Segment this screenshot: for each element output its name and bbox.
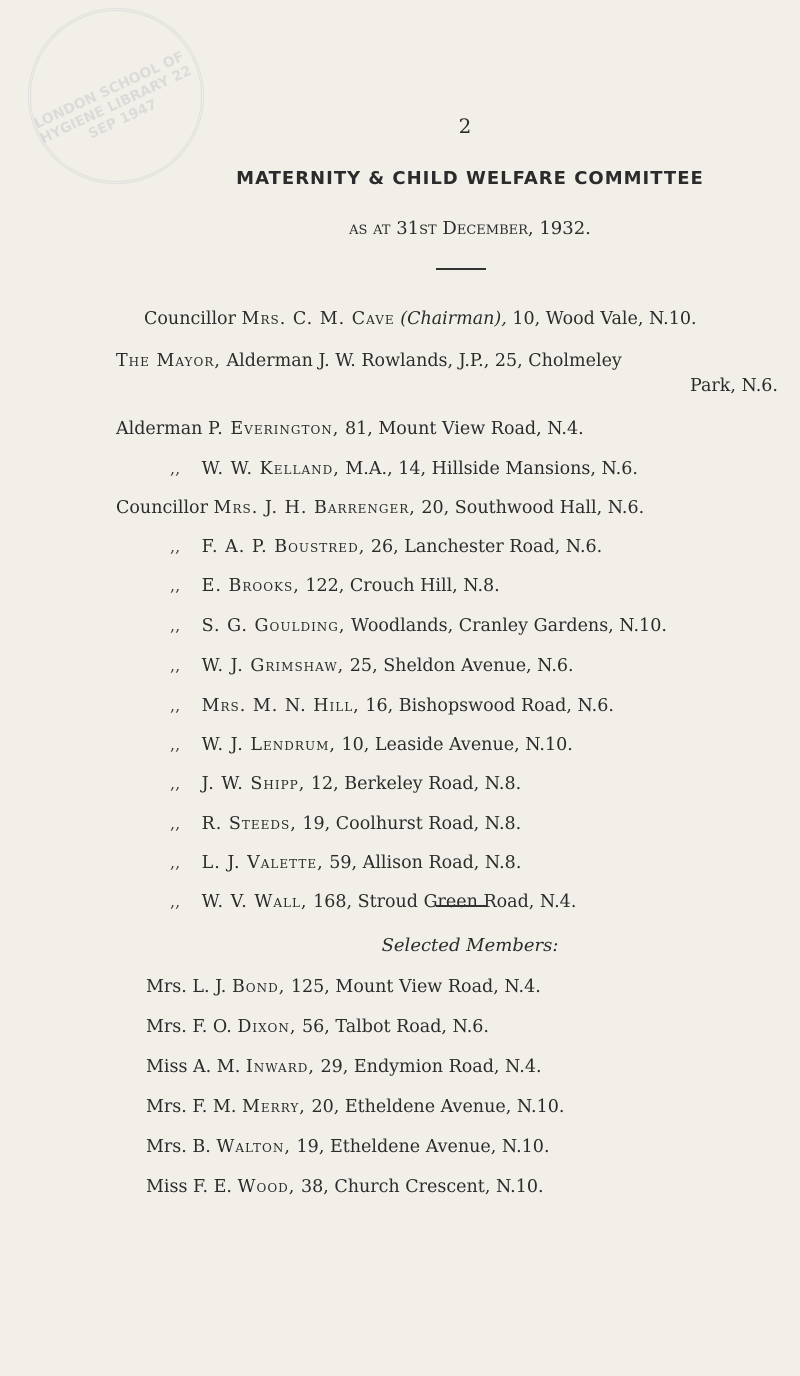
member-line: ,, W. J. Grimshaw, 25, Sheldon Avenue, N.6. — [170, 656, 574, 676]
divider-selected — [436, 905, 486, 907]
page-number: 2 — [458, 114, 472, 138]
member-line: Councillor Mrs. C. M. Cave (Chairman), 10, Wood Vale, N.10. — [144, 309, 697, 329]
member-line: ,, L. J. Valette, 59, Allison Road, N.8. — [170, 853, 522, 873]
committee-title: MATERNITY & CHILD WELFARE COMMITTEE — [236, 168, 704, 189]
selected-member-line: Miss F. E. Wood, 38, Church Crescent, N.10. — [146, 1177, 544, 1197]
member-line: ,, W. V. Wall, 168, Stroud Green Road, N.4. — [170, 892, 577, 912]
selected-member-line: Mrs. F. O. Dixon, 56, Talbot Road, N.6. — [146, 1017, 489, 1037]
member-line: ,, E. Brooks, 122, Crouch Hill, N.8. — [170, 576, 500, 596]
member-line: ,, S. G. Goulding, Woodlands, Cranley Gardens, N.10. — [170, 616, 667, 636]
selected-member-line: Mrs. B. Walton, 19, Etheldene Avenue, N.10. — [146, 1137, 550, 1157]
member-line: ,, F. A. P. Boustred, 26, Lanchester Road, N.6. — [170, 537, 603, 557]
committee-date: as at 31st December, 1932. — [349, 218, 591, 239]
member-line: ,, R. Steeds, 19, Coolhurst Road, N.8. — [170, 814, 522, 834]
member-line: ,, W. W. Kelland, M.A., 14, Hillside Mansions, N.6. — [170, 459, 638, 479]
selected-members-heading: Selected Members: — [381, 935, 559, 956]
selected-member-line: Mrs. F. M. Merry, 20, Etheldene Avenue, N.10. — [146, 1097, 565, 1117]
member-line: The Mayor, Alderman J. W. Rowlands, J.P., 25, Cholmeley — [116, 351, 622, 371]
member-line: ,, J. W. Shipp, 12, Berkeley Road, N.8. — [170, 774, 522, 794]
member-line: Alderman P. Everington, 81, Mount View Road, N.4. — [116, 419, 584, 439]
member-line: ,, W. J. Lendrum, 10, Leaside Avenue, N.10. — [170, 735, 573, 755]
member-line-continued: Park, N.6. — [690, 376, 778, 396]
selected-member-line: Mrs. L. J. Bond, 125, Mount View Road, N.4. — [146, 977, 541, 997]
stamp-text: LONDON SCHOOL OF HYGIENE LIBRARY 22 SEP 1947 — [31, 48, 195, 148]
member-line: ,, Mrs. M. N. Hill, 16, Bishopswood Road, N.6. — [170, 696, 614, 716]
member-line: Councillor Mrs. J. H. Barrenger, 20, Southwood Hall, N.6. — [116, 498, 645, 518]
library-stamp — [28, 8, 204, 184]
divider-top — [436, 268, 486, 270]
selected-member-line: Miss A. M. Inward, 29, Endymion Road, N.4. — [146, 1057, 542, 1077]
